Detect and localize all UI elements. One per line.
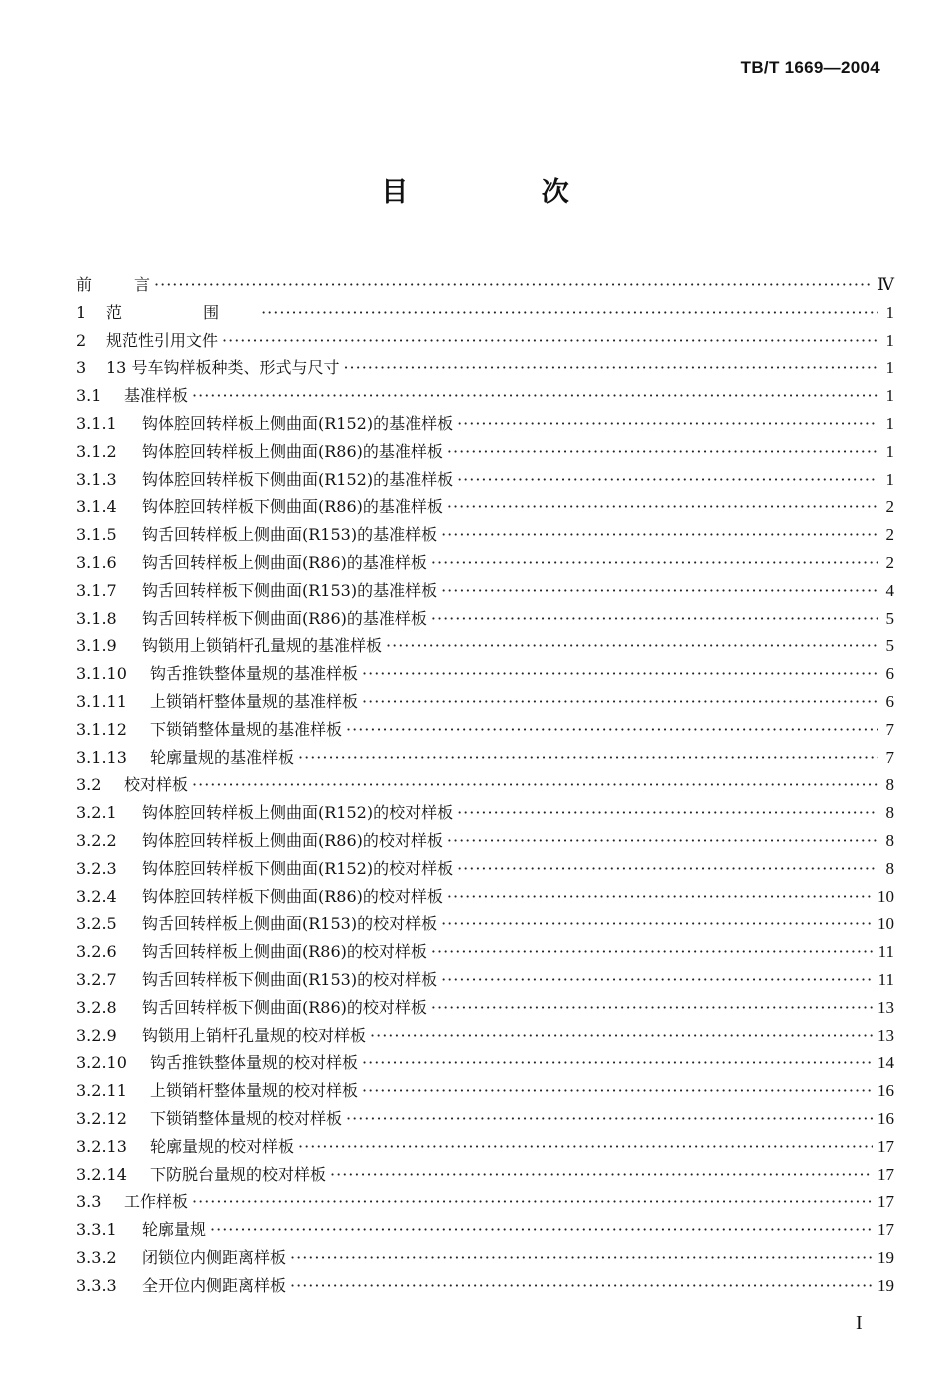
- toc-entry-label: 闭锁位内侧距离样板: [142, 1247, 287, 1267]
- toc-entry-label: 范 围: [106, 302, 258, 322]
- toc-entry-number: 3.1.2: [76, 441, 117, 461]
- toc-entry-number: 3.1.5: [76, 525, 117, 545]
- toc-leader-dots: [343, 354, 878, 382]
- toc-entry-label: 轮廓量规: [142, 1220, 207, 1240]
- toc-leader-dots: [457, 799, 878, 827]
- toc-entry-number: 3.1.13: [76, 747, 127, 767]
- toc-entry[interactable]: [76, 327, 894, 355]
- toc-entry-label: 全开位内侧距离样板: [142, 1275, 287, 1295]
- toc-leader-dots: [222, 327, 878, 355]
- toc-entry-number: 3.1.9: [76, 636, 117, 656]
- toc-entry-page: 8: [885, 858, 894, 878]
- toc-entry-number: 3.2.12: [76, 1108, 127, 1128]
- toc-entry-page: 17: [877, 1164, 894, 1184]
- toc-entry-number: 3.2.2: [76, 830, 117, 850]
- toc-entry-number: 3.1.3: [76, 469, 117, 489]
- toc-leader-dots: [431, 994, 873, 1022]
- toc-entry-number: 3.2.6: [76, 942, 117, 962]
- toc-entry-page: 6: [885, 691, 894, 711]
- toc-entry[interactable]: [76, 966, 894, 994]
- toc-entry[interactable]: [76, 605, 894, 633]
- toc-entry-label: 下防脱台量规的校对样板: [150, 1164, 327, 1184]
- toc-entry[interactable]: [76, 716, 894, 744]
- toc-entry-label: 钩舌推铁整体量规的基准样板: [150, 664, 359, 684]
- toc-leader-dots: [192, 771, 878, 799]
- toc-entry[interactable]: [76, 855, 894, 883]
- toc-entry[interactable]: [76, 410, 894, 438]
- toc-entry-label: 钩舌回转样板上侧曲面(R153)的校对样板: [142, 914, 438, 934]
- toc-entry-number: 3.3.1: [76, 1220, 117, 1240]
- toc-entry-page: 13: [877, 997, 894, 1017]
- page-number: I: [856, 1312, 863, 1334]
- toc-entry-label: 轮廓量规的基准样板: [150, 747, 295, 767]
- toc-entry-number: 3.2.7: [76, 969, 117, 989]
- toc-entry-page: 10: [877, 914, 894, 934]
- toc-leader-dots: [362, 1077, 873, 1105]
- toc-entry-label: 钩舌回转样板上侧曲面(R86)的基准样板: [142, 552, 427, 572]
- toc-entry-number: 3.1.6: [76, 552, 117, 572]
- toc-entry-number: 3.1.11: [76, 691, 127, 711]
- toc-entry[interactable]: [76, 438, 894, 466]
- toc-entry-number: 3.2.4: [76, 886, 117, 906]
- toc-leader-dots: [431, 605, 878, 633]
- toc-entry[interactable]: [76, 271, 894, 299]
- page-title: 目 次: [381, 177, 631, 208]
- toc-leader-dots: [441, 577, 878, 605]
- toc-entry-page: 19: [877, 1275, 894, 1295]
- toc-entry-number: 3.2.5: [76, 914, 117, 934]
- toc-entry-page: 5: [885, 608, 894, 628]
- toc-entry-page: 11: [877, 969, 894, 989]
- toc-entry-number: 3.3.3: [76, 1275, 117, 1295]
- toc-leader-dots: [298, 744, 878, 772]
- toc-leader-dots: [362, 688, 878, 716]
- toc-leader-dots: [346, 716, 878, 744]
- toc-entry[interactable]: [76, 744, 894, 772]
- toc-entry-page: 2: [885, 525, 894, 545]
- toc-leader-dots: [192, 1188, 873, 1216]
- toc-leader-dots: [447, 438, 878, 466]
- toc-entry-page: 4: [885, 580, 894, 600]
- toc-entry-number: 3.2.11: [76, 1081, 127, 1101]
- toc-entry-page: 1: [885, 330, 894, 350]
- toc-entry-page: 17: [877, 1136, 894, 1156]
- toc-entry-number: 3.1.12: [76, 719, 127, 739]
- toc-entry-label: 钩体腔回转样板下侧曲面(R86)的基准样板: [142, 497, 443, 517]
- toc-entry[interactable]: [76, 549, 894, 577]
- toc-entry[interactable]: [76, 577, 894, 605]
- toc-leader-dots: [290, 1272, 873, 1300]
- toc-entry-label: 言: [134, 275, 151, 294]
- toc-entry[interactable]: [76, 994, 894, 1022]
- toc-entry-label: 钩体腔回转样板上侧曲面(R86)的基准样板: [142, 441, 443, 461]
- toc-entry-page: 7: [885, 747, 894, 767]
- toc-entry-label: 下锁销整体量规的校对样板: [150, 1108, 343, 1128]
- toc-entry-page: 17: [877, 1220, 894, 1240]
- toc-entry-label: 钩舌回转样板上侧曲面(R153)的基准样板: [142, 525, 438, 545]
- toc-entry-number: 3.2.8: [76, 997, 117, 1017]
- toc-entry-number: 3.1.1: [76, 413, 117, 433]
- toc-entry[interactable]: [76, 771, 894, 799]
- toc-entry[interactable]: [76, 466, 894, 494]
- toc-entry-label: 钩体腔回转样板上侧曲面(R86)的校对样板: [142, 830, 443, 850]
- toc-entry-label: 上锁销杆整体量规的校对样板: [150, 1081, 359, 1101]
- toc-entry-page: 16: [877, 1108, 894, 1128]
- toc-entry-label: 规范性引用文件: [106, 330, 219, 350]
- toc-entry-number: 3.2.1: [76, 803, 117, 823]
- toc-leader-dots: [441, 521, 878, 549]
- toc-leader-dots: [441, 966, 874, 994]
- toc-entry-page: Ⅳ: [877, 275, 894, 294]
- toc-entry[interactable]: [76, 1049, 894, 1077]
- toc-leader-dots: [431, 549, 878, 577]
- toc-entry-label: 钩体腔回转样板下侧曲面(R152)的基准样板: [142, 469, 454, 489]
- toc-entry-page: 14: [877, 1053, 894, 1073]
- toc-leader-dots: [261, 299, 878, 327]
- toc-entry-page: 10: [877, 886, 894, 906]
- toc-entry[interactable]: [76, 1244, 894, 1272]
- toc-entry-label: 钩体腔回转样板下侧曲面(R152)的校对样板: [142, 858, 454, 878]
- toc-entry[interactable]: [76, 827, 894, 855]
- toc-leader-dots: [154, 271, 873, 299]
- toc-entry-page: 8: [885, 830, 894, 850]
- toc-entry-page: 2: [885, 552, 894, 572]
- toc-entry-label: 工作样板: [124, 1192, 189, 1212]
- toc-entry-number: 1: [76, 302, 87, 322]
- toc-entry[interactable]: [76, 1105, 894, 1133]
- toc-entry[interactable]: [76, 688, 894, 716]
- toc-entry-page: 13: [877, 1025, 894, 1045]
- toc-entry-label: 钩舌回转样板下侧曲面(R153)的基准样板: [142, 580, 438, 600]
- toc-entry[interactable]: [76, 660, 894, 688]
- toc-entry-number: 3.2.14: [76, 1164, 127, 1184]
- toc-entry[interactable]: [76, 354, 894, 382]
- toc-entry-number: 3.2.13: [76, 1136, 127, 1156]
- toc-entry-number: 3.1.7: [76, 580, 117, 600]
- toc-leader-dots: [362, 1049, 873, 1077]
- toc-entry[interactable]: [76, 493, 894, 521]
- toc-entry-number: 3.1.10: [76, 664, 127, 684]
- toc-entry-number: 3.2.10: [76, 1053, 127, 1073]
- toc-entry-label: 轮廓量规的校对样板: [150, 1136, 295, 1156]
- toc-entry[interactable]: [76, 1216, 894, 1244]
- toc-leader-dots: [362, 660, 878, 688]
- toc-leader-dots: [298, 1133, 873, 1161]
- toc-entry-number: 3.2.3: [76, 858, 117, 878]
- toc-entry-page: 1: [885, 358, 894, 378]
- toc-entry-label: 钩体腔回转样板下侧曲面(R86)的校对样板: [142, 886, 443, 906]
- toc-entry-number: 2: [76, 330, 87, 350]
- toc-entry-page: 11: [877, 942, 894, 962]
- toc-entry-label: 钩舌回转样板下侧曲面(R86)的基准样板: [142, 608, 427, 628]
- toc-leader-dots: [431, 938, 874, 966]
- toc-entry-page: 8: [885, 775, 894, 795]
- toc-entry-page: 5: [885, 636, 894, 656]
- toc-entry[interactable]: [76, 299, 894, 327]
- table-of-contents: [76, 271, 894, 1299]
- toc-entry-number: 3.3: [76, 1192, 102, 1212]
- toc-entry-number: 3.2: [76, 775, 102, 795]
- toc-entry-label: 钩舌推铁整体量规的校对样板: [150, 1053, 359, 1073]
- toc-leader-dots: [346, 1105, 873, 1133]
- toc-entry-label: 钩锁用上销杆孔量规的校对样板: [142, 1025, 367, 1045]
- toc-entry-label: 钩锁用上锁销杆孔量规的基准样板: [142, 636, 383, 656]
- toc-entry-label: 钩体腔回转样板上侧曲面(R152)的基准样板: [142, 413, 454, 433]
- toc-entry[interactable]: [76, 799, 894, 827]
- toc-entry-label: 13 号车钩样板种类、形式与尺寸: [106, 358, 340, 378]
- toc-leader-dots: [441, 910, 873, 938]
- toc-entry-page: 16: [877, 1081, 894, 1101]
- toc-entry[interactable]: [76, 1133, 894, 1161]
- toc-entry[interactable]: [76, 1161, 894, 1189]
- toc-entry-label: 上锁销杆整体量规的基准样板: [150, 691, 359, 711]
- toc-entry-page: 1: [885, 469, 894, 489]
- toc-entry[interactable]: [76, 521, 894, 549]
- toc-entry-number: 3.3.2: [76, 1247, 117, 1267]
- toc-entry-number: 前: [76, 275, 93, 294]
- toc-entry-label: 钩体腔回转样板上侧曲面(R152)的校对样板: [142, 803, 454, 823]
- toc-entry[interactable]: [76, 382, 894, 410]
- toc-entry-number: 3.1: [76, 386, 102, 406]
- toc-entry[interactable]: [76, 632, 894, 660]
- toc-entry-page: 1: [885, 441, 894, 461]
- toc-leader-dots: [447, 827, 878, 855]
- toc-entry-label: 钩舌回转样板下侧曲面(R86)的校对样板: [142, 997, 427, 1017]
- toc-entry[interactable]: [76, 1077, 894, 1105]
- toc-entry[interactable]: [76, 938, 894, 966]
- toc-entry-label: 钩舌回转样板上侧曲面(R86)的校对样板: [142, 942, 427, 962]
- toc-leader-dots: [290, 1244, 873, 1272]
- toc-leader-dots: [330, 1161, 873, 1189]
- toc-leader-dots: [370, 1022, 873, 1050]
- toc-entry-label: 校对样板: [124, 775, 189, 795]
- toc-entry-page: 19: [877, 1247, 894, 1267]
- toc-entry[interactable]: [76, 883, 894, 911]
- toc-entry-label: 基准样板: [124, 386, 189, 406]
- toc-leader-dots: [457, 410, 878, 438]
- toc-leader-dots: [386, 632, 878, 660]
- toc-leader-dots: [192, 382, 878, 410]
- toc-leader-dots: [447, 493, 878, 521]
- toc-entry-label: 下锁销整体量规的基准样板: [150, 719, 343, 739]
- toc-entry-number: 3: [76, 358, 87, 378]
- toc-leader-dots: [457, 466, 878, 494]
- toc-entry-page: 8: [885, 803, 894, 823]
- toc-leader-dots: [210, 1216, 873, 1244]
- toc-entry[interactable]: [76, 1188, 894, 1216]
- toc-entry-page: 1: [885, 386, 894, 406]
- toc-entry-number: 3.2.9: [76, 1025, 117, 1045]
- toc-entry-number: 3.1.4: [76, 497, 117, 517]
- toc-entry-page: 7: [885, 719, 894, 739]
- toc-entry-page: 2: [885, 497, 894, 517]
- toc-entry[interactable]: [76, 1272, 894, 1300]
- toc-leader-dots: [457, 855, 878, 883]
- toc-entry-page: 1: [885, 413, 894, 433]
- toc-entry-page: 17: [877, 1192, 894, 1212]
- toc-entry-number: 3.1.8: [76, 608, 117, 628]
- toc-entry[interactable]: [76, 1022, 894, 1050]
- toc-entry-page: 1: [885, 302, 894, 322]
- standard-code: TB/T 1669—2004: [740, 58, 880, 77]
- toc-leader-dots: [447, 883, 873, 911]
- toc-entry-label: 钩舌回转样板下侧曲面(R153)的校对样板: [142, 969, 438, 989]
- toc-entry[interactable]: [76, 910, 894, 938]
- toc-entry-page: 6: [885, 664, 894, 684]
